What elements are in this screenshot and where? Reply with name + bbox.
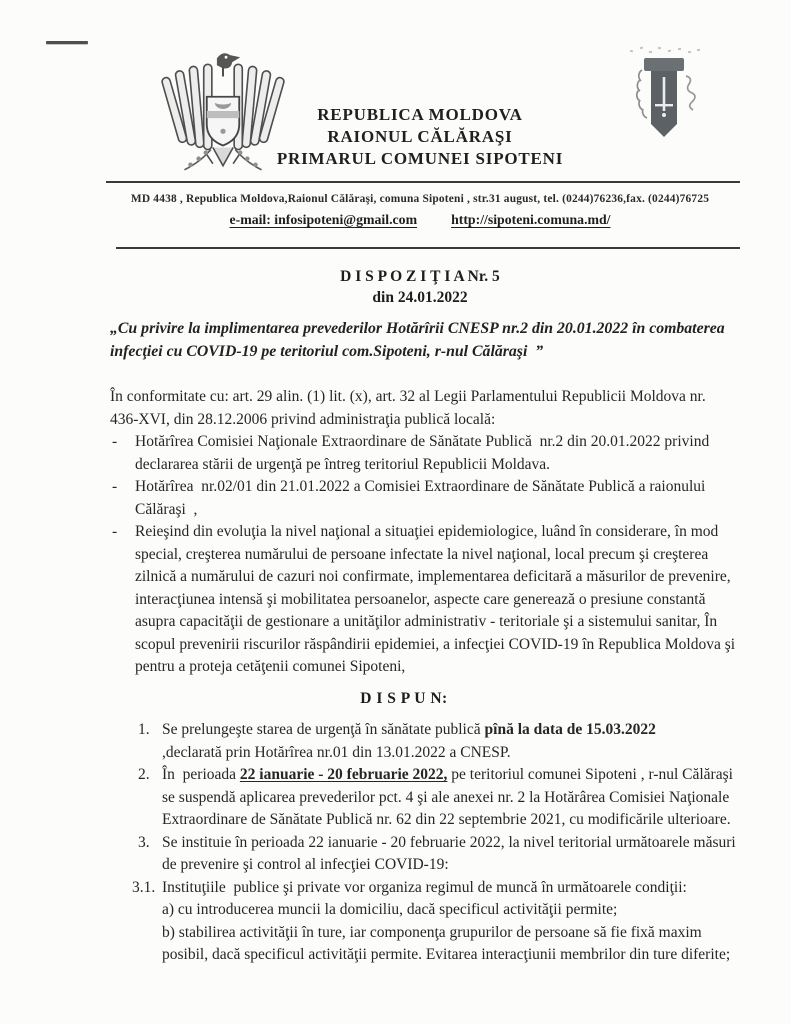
email-text: e-mail: infosipoteni@gmail.com bbox=[229, 212, 418, 227]
disposition-item bbox=[110, 832, 738, 877]
preamble-list bbox=[110, 431, 738, 679]
preamble-item bbox=[110, 431, 738, 476]
dispun-heading: D I S P U N: bbox=[360, 689, 448, 707]
disposition-text bbox=[162, 834, 740, 874]
subject-paragraph: „Cu privire la implimentarea prevederilor Hotărîrii CNESP nr.2 din 20.01.2022 în combaterea infecţiei cu COVID-19 pe teritoriul com.Sipoteni, r-nul Călăraşi ” bbox=[110, 320, 729, 360]
disposition-item bbox=[110, 719, 738, 764]
disposition-text bbox=[162, 766, 737, 828]
text-segment: Se prelungeşte starea de urgenţă în sănătate publică bbox=[162, 721, 485, 738]
dash-bullet: - bbox=[112, 523, 118, 540]
preamble-intro: În conformitate cu: art. 29 alin. (1) lit. (x), art. 32 al Legii Parlamentului Republicii Moldova nr. 436-XVI, din 28.12.2006 privind administraţia publică locală: bbox=[110, 388, 710, 428]
preamble-item bbox=[110, 521, 738, 679]
contact-divider bbox=[116, 247, 740, 249]
disposition-item bbox=[110, 764, 738, 832]
dispositions-list bbox=[110, 719, 738, 967]
document-body bbox=[110, 386, 738, 967]
disposition-item bbox=[110, 877, 738, 967]
text-segment: Instituţiile publice şi private vor organiza regimul de muncă în următoarele condiţii: bbox=[162, 878, 687, 896]
text-segment: 22 ianuarie - 20 februarie 2022, bbox=[239, 766, 448, 783]
disposition-text bbox=[162, 879, 730, 964]
disposition-number: 3. bbox=[138, 833, 150, 851]
letterhead bbox=[110, 104, 730, 170]
dash-bullet: - bbox=[112, 478, 118, 495]
text-segment: a) cu introducerea muncii la domiciliu, dacă specificul activităţii permite; bbox=[162, 901, 618, 918]
scan-corner-mark bbox=[46, 41, 88, 44]
text-segment: ,declarată prin Hotărîrea nr.01 din 13.01.2022 a CNESP. bbox=[162, 743, 511, 761]
disposition-number: 1. bbox=[138, 721, 150, 738]
text-segment: pe teritoriul comunei Sipoteni , r-nul Călăraşi se suspendă aplicarea prevederilor pct. 4 şi ale anexei nr. 2 la Hotărârea Comisiei Naţionale Extraordinare de Sănătate Publică nr. 62 din 22 septembrie 2021, cu modificările ulterioare. bbox=[162, 766, 737, 828]
disposition-number: 2. bbox=[138, 766, 150, 783]
text-segment: Se instituie în perioada 22 ianuarie - 20 februarie 2022, la nivel teritorial următoarele măsuri de prevenire şi control al infecţiei COVID-19: bbox=[162, 833, 740, 873]
document-title: D I S P O Z I Ţ I A Nr. 5 bbox=[340, 268, 500, 285]
preamble-item-text: Hotărîrea nr.02/01 din 21.01.2022 a Comisiei Extraordinare de Sănătate Publică a raionului Călăraşi , bbox=[135, 478, 710, 518]
preamble-item-text: Hotărîrea Comisiei Naţionale Extraordinare de Sănătate Publică nr.2 din 20.01.2022 privind declararea stării de urgenţă pe întreg teritoriul Republicii Moldava. bbox=[135, 433, 714, 473]
preamble-item bbox=[110, 476, 738, 521]
contact-links bbox=[96, 211, 744, 229]
dash-bullet: - bbox=[112, 433, 118, 450]
letterhead-district: RAIONUL CĂLĂRAŞI bbox=[327, 127, 513, 146]
document-date: din 24.01.2022 bbox=[372, 289, 468, 306]
disposition-text bbox=[162, 721, 656, 761]
website-text: http://sipoteni.comuna.md/ bbox=[451, 212, 611, 227]
text-segment: pînă la data de 15.03.2022 bbox=[484, 721, 656, 738]
text-segment: b) stabilirea activităţii în ture, iar componenţa grupurilor de persoane să fie fixă maxim posibil, dacă specificul activităţii permite. Evitarea interacţiunii membrilor din ture diferite; bbox=[162, 923, 731, 963]
text-segment: În perioada bbox=[162, 766, 240, 783]
contact-block bbox=[96, 192, 744, 229]
address-line: MD 4438 , Republica Moldova,Raionul Călăraşi, comuna Sipoteni , str.31 august, tel. (0244)76236,fax. (0244)76725 bbox=[130, 193, 710, 205]
document-title-block bbox=[110, 266, 730, 308]
header-divider bbox=[106, 181, 740, 183]
letterhead-country: REPUBLICA MOLDOVA bbox=[317, 105, 523, 124]
letterhead-office: PRIMARUL COMUNEI SIPOTENI bbox=[276, 149, 564, 168]
disposition-number: 3.1. bbox=[132, 878, 156, 896]
preamble-item-text: Reieşind din evoluţia la nivel naţional a situaţiei epidemiologice, luând în considerare, în mod special, creşterea numărului de persoane infectate la nivel naţional, local precum şi creşterea zilnică a numărului de cazuri noi confirmate, implementarea deficitară a măsurilor de prevenire, interacţiunea intensă şi mobilitatea persoanelor, aspecte care generează o presiune constantă asupra capacităţii de gestionare a unităţilor administrativ - teritoriale şi a sistemului sanitar, În scopul prevenirii riscurilor răspândirii epidemiei, a infecţiei COVID-19 în Republica Moldova şi pentru a proteja cetăţenii comunei Sipoteni, bbox=[135, 523, 739, 675]
